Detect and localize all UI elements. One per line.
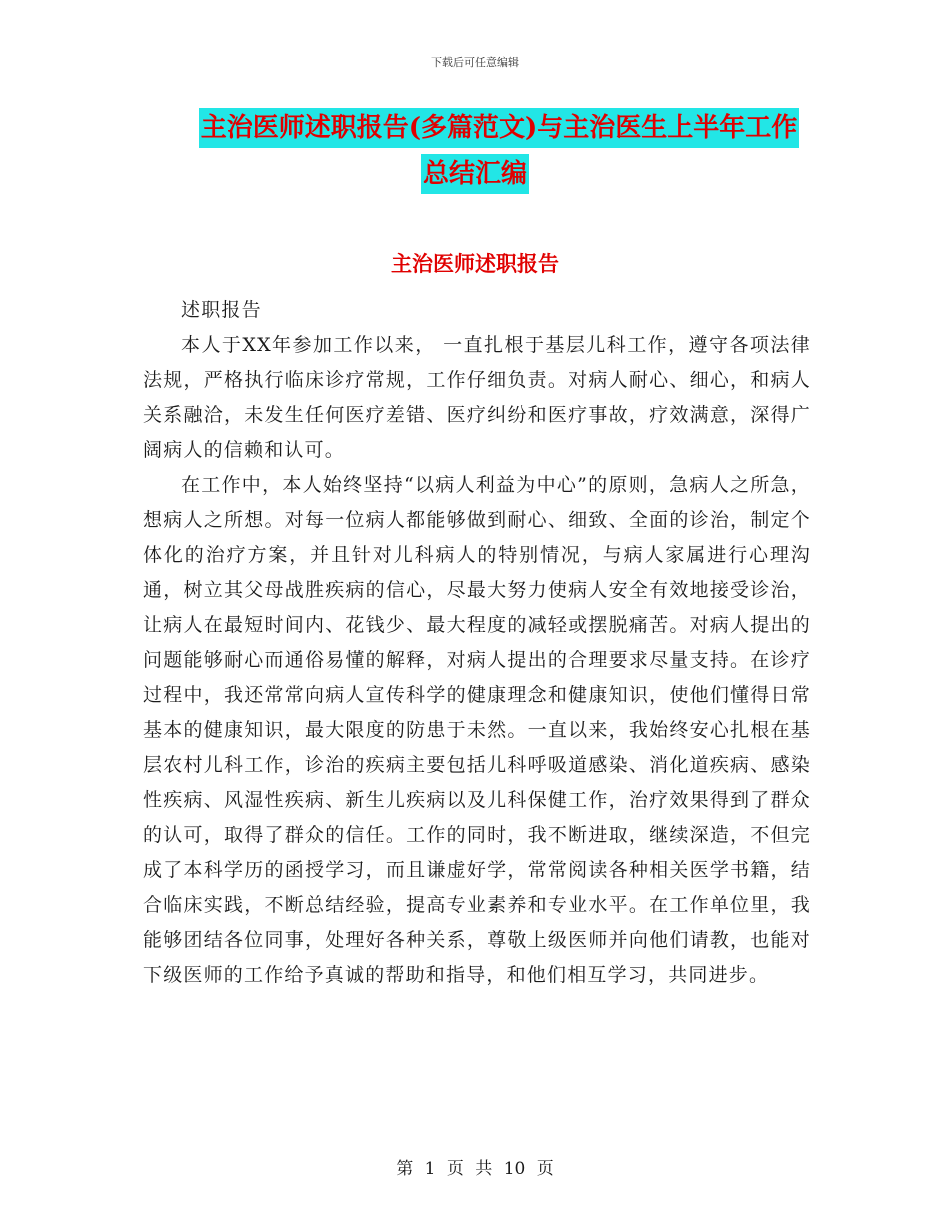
section-title: 主治医师述职报告 bbox=[391, 251, 559, 276]
title-line-1: 主治医师述职报告(多篇范文)与主治医生上半年工作 bbox=[199, 108, 800, 148]
body-text bbox=[143, 293, 811, 993]
title-line-2: 总结汇编 bbox=[421, 154, 529, 194]
header-note: 下载后可任意编辑 bbox=[431, 56, 519, 69]
paragraph-heading: 述职报告 bbox=[181, 299, 262, 321]
paragraph: 本人于XX年参加工作以来， 一直扎根于基层儿科工作，遵守各项法律法规，严格执行临床诊疗常规，工作仔细负责。对病人耐心、细心，和病人关系融洽，未发生任何医疗差错、医疗纠纷和医疗事故，疗效满意，深得广阔病人的信赖和认可。 bbox=[143, 334, 811, 461]
page-footer: 第 1 页 共 10 页 bbox=[396, 1159, 554, 1179]
document-title bbox=[0, 108, 950, 194]
paragraph: 在工作中，本人始终坚持“以病人利益为中心”的原则，急病人之所急，想病人之所想。对每一位病人都能够做到耐心、细致、全面的诊治，制定个体化的治疗方案，并且针对儿科病人的特别情况，与病人家属进行心理沟通，树立其父母战胜疾病的信心，尽最大努力使病人安全有效地接受诊治，让病人在最短时间内、花钱少、最大程度的减轻或摆脱痛苦。对病人提出的问题能够耐心而通俗易懂的解释，对病人提出的合理要求尽量支持。在诊疗过程中，我还常常向病人宣传科学的健康理念和健康知识，使他们懂得日常基本的健康知识，最大限度的防患于未然。一直以来，我始终安心扎根在基层农村儿科工作，诊治的疾病主要包括儿科呼吸道感染、消化道疾病、感染性疾病、风湿性疾病、新生儿疾病以及儿科保健工作，治疗效果得到了群众的认可，取得了群众的信任。工作的同时，我不断进取，继续深造，不但完成了本科学历的函授学习，而且谦虚好学，常常阅读各种相关医学书籍，结合临床实践，不断总结经验，提高专业素养和专业水平。在工作单位里，我能够团结各位同事，处理好各种关系，尊敬上级医师并向他们请教，也能对下级医师的工作给予真诚的帮助和指导，和他们相互学习，共同进步。 bbox=[143, 474, 811, 986]
